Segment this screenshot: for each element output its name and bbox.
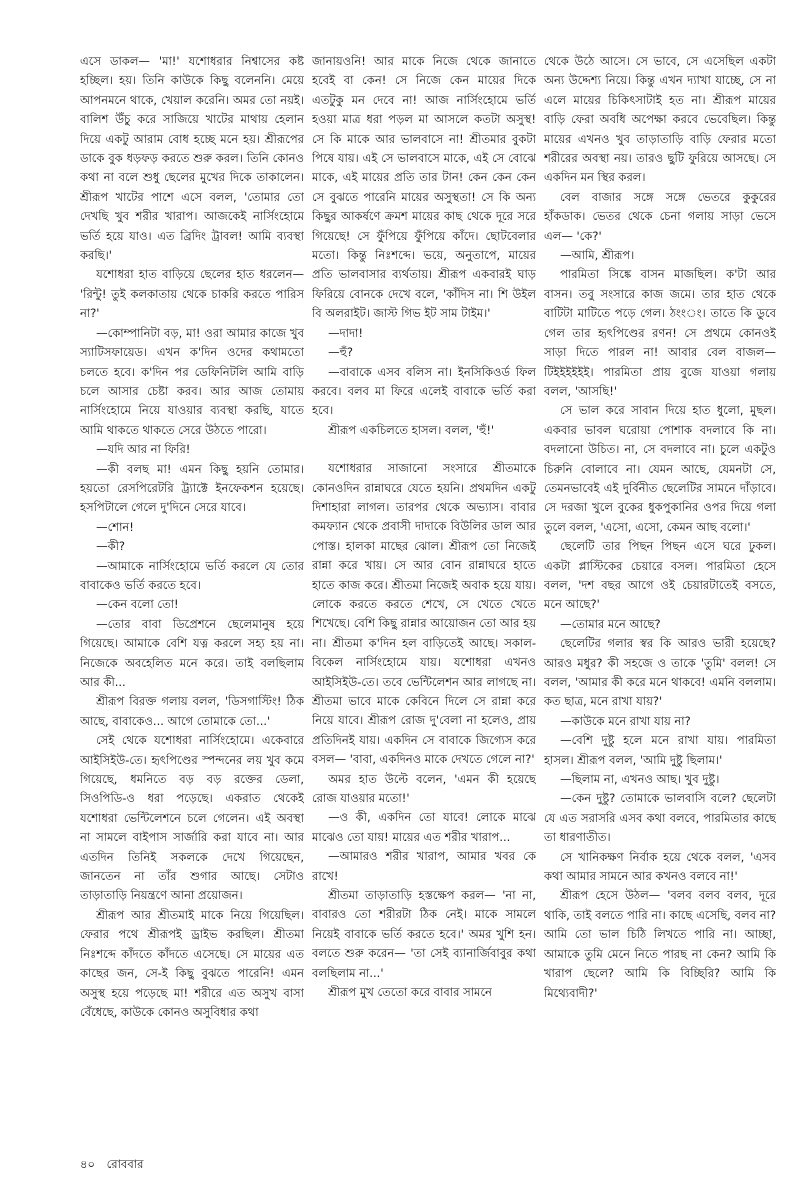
- paragraph: —আমারও শরীর খারাপ, আমার খবর কে রাখে!: [312, 849, 536, 883]
- paragraph: এসে ডাকল— 'মা!' যশোধরার নিশ্বাসের কষ্ট হচ্ছিল। হয়। তিনি কাউকে কিছু বলেননি। মেয়ে আপনমনে থাকে, খেয়াল করেনি। অমর তো নয়ই। বালিশ উঁচু করে সাজিয়ে খাটের মাথায় হেলান দিয়ে একটু আরাম বোধ হচ্ছে মনে হয়। শ্রীরূপের ডাকে বুক ধড়ফড় করতে শুরু করল। তিনি কোনও কথা না বলে শুধু ছেলের মুখের দিকে তাকালেন। শ্রীরূপ খাটের পাশে এসে বলল, 'তোমার তো দেখছি খুব শরীর খারাপ। আজকেই নার্সিংহোমে ভর্তি হয়ে যাও। এত ব্রিদিং ট্রাবল! আমি ব্যবস্থা করছি।': [80, 54, 304, 263]
- page-footer: [80, 1156, 143, 1175]
- paragraph: ছেলেটির গলার স্বর কি আরও ভারী হয়েছে? আরও মধুর? কী সহজে ও তাকে 'তুমি' বলল! সে বলল, 'আমার কী করে মনে থাকবে! এমনি বললাম। কত ছাত্র, মনে রাখা যায়?': [544, 636, 776, 709]
- paragraph: —কেন দুষ্টু? তোমাকে ভালবাসি বলে? ছেলেটা যে এত সরাসরি এসব কথা বলবে, পারমিতার কাছে তা ধারণাতীত।: [544, 791, 776, 845]
- paragraph: পারমিতা সিঙ্কে বাসন মাজছিল। ক'টা আর বাসন। তবু সংসারে কাজ জমে। তার হাত থেকে বাটিটা মাটিতে পড়ে গেল। ঠংংং। তাতে কি ডুবে গেল তার হৃৎপিণ্ডের রণন! সে প্রথমে কোনওই সাড়া দিতে পারল না! আবার বেল বাজল— টিইইইইইই। পারমিতা প্রায় বুজে যাওয়া গলায় বলল, 'আসছি!': [544, 267, 776, 398]
- paragraph: —কী বলছ মা! এমন কিছু হয়নি তোমার। হয়তো রেসপিরেটরি ট্র্যাক্টে ইনফেকশন হয়েছে। হসপিটালে গেলে দু'দিনে সেরে যাবে।: [80, 461, 304, 515]
- paragraph: —দাদা!: [328, 325, 363, 340]
- text-column-1: [80, 52, 304, 1147]
- paragraph: বেল বাজার সঙ্গে সঙ্গে ভেতরে কুকুরের হাঁকডাক। ভেতর থেকে চেনা গলায় সাড়া ভেসে এল— 'কে?': [544, 189, 776, 243]
- paragraph: শ্রীরূপ আর শ্রীতমাই মাকে নিয়ে গিয়েছিল। ফেরার পথে শ্রীরূপই ড্রাইভ করছিল। শ্রীতমা নিঃশব্দে কাঁদতে কাঁদতে এসেছে। সে মায়ের এত কাছের জন, সে-ই কিছু বুঝতে পারেনি! এমন অসুস্থ হয়ে পড়েছে মা! শরীরে এত অসুখ বাসা বেঁধেছে, কাউকে কোনও অসুবিধার কথা: [80, 907, 304, 1019]
- paragraph: অমর হাত উল্টে বলেন, 'এমন কী হয়েছে রোজ যাওয়ার মতো!': [312, 771, 536, 806]
- paragraph: —শোন!: [96, 519, 134, 534]
- paragraph: —কোম্পানিটা বড়, মা! ওরা আমার কাজে খুব স্যাটিসফায়েড। এখন ক'দিন ওদের কথামতো চলতে হবে। ক'দিন পর ডেফিনিটলি আমি বাড়ি চলে আসার চেষ্টা করব। আর আজ তোমায় নার্সিংহোমে নিয়ে যাওয়ার ব্যবস্থা করছি, যাতে আমি থাকতে থাকতে সেরে উঠতে পারো।: [80, 325, 304, 437]
- paragraph: —বাবাকে এসব বলিস না। ইনসিকিওর্ড ফিল করবে। বলব মা ফিরে এলেই বাবাকে ভর্তি করা হবে।: [312, 364, 536, 418]
- paragraph: সেই থেকে যশোধরা নার্সিংহোমে। একেবারে আইসিইউ-তে। হৃৎপিণ্ডের স্পন্দনের লয় খুব কমে গিয়েছে, ধমনিতে বড় বড় রক্তের ডেলা, সিওপিডি-ও ধরা পড়েছে। একরাত থেকেই যশোধরা ভেন্টিলেশনে চলে গেলেন। এই অবস্থা না সামলে বাইপাস সার্জারি করা যাবে না। আর এতদিন তিনিই সকলকে দেখে গিয়েছেন, জানতেন না তাঁর শুগার আছে। সেটাও তাড়াতাড়ি নিয়ন্ত্রণে আনা প্রয়োজন।: [80, 733, 304, 903]
- paragraph: —যদি আর না ফিরি!: [96, 442, 191, 457]
- text-column-2: [312, 52, 536, 1147]
- paragraph: —তোর বাবা ডিপ্রেশনে ছেলেমানুষ হয়ে গিয়েছে। আমাকে বেশি যত্ন করলে সহ্য হয় না। নিজেকে অবহেলিত মনে করে। তাই বলছিলাম আর কী...: [80, 616, 304, 689]
- paragraph: —আমাকে নার্সিংহোমে ভর্তি করলে যে তোর বাবাকেও ভর্তি করতে হবে।: [80, 558, 304, 592]
- page-number: ৪০: [80, 1157, 95, 1171]
- paragraph: সে খানিকক্ষণ নির্বাক হয়ে থেকে বলল, 'এসব কথা আমার সামনে আর কখনও বলবে না!': [544, 849, 776, 884]
- paragraph: সে ভাল করে সাবান দিয়ে হাত ধুলো, মুছল। একবার ভাবল ঘরোয়া পোশাক বদলাবে কি না। বদলানো উচিত। না, সে বদলাবে না। চুলে একটুও চিরুনি বোলাবে না। যেমন আছে, যেমনটা সে, তেমনভাবেই এই দুর্বিনীত ছেলেটির সামনে দাঁড়াবে। সে দরজা খুলে বুকের ধুকপুকানির ওপর দিয়ে গলা তুলে বলল, 'এসো, এসো, কেমন আছ বলো।': [544, 403, 776, 534]
- paragraph: যশোধরার সাজানো সংসারে শ্রীতমাকে কোনওদিন রান্নাঘরে যেতে হয়নি। প্রথমদিন একটু দিশাহারা লাগল। তারপর থেকে অভ্যাস। বাবার কমফ্যান থেকে প্রবাসী দাদাকে বিউলির ডাল আর পোস্ত। হালকা মাছের ঝোল। শ্রীরূপ তো নিজেই রান্না করে খায়। সে আর বোন রান্নাঘরে হাতে হাতে কাজ করে। শ্রীতমা নিজেই অবাক হয়ে যায়। লোকে করতে করতে শেখে, সে খেতে খেতে শিখেছে। বেশি কিছু রান্নার আয়োজন তো আর হয় না। শ্রীতমা ক'দিন হল বাড়িতেই আছে। সকাল-বিকেল নার্সিংহোমে যায়। যশোধরা এখনও আইসিইউ-তে। তবে ভেন্টিলেশন আর লাগছে না। শ্রীতমা ভাবে মাকে কেবিনে দিলে সে রান্না করে নিয়ে যাবে। শ্রীরূপ রোজ দু'বেলা না হলেও, প্রায় প্রতিদিনই যায়। একদিন সে বাবাকে জিগ্যেস করে বসল— 'বাবা, একদিনও মাকে দেখতে গেলে না?': [312, 461, 536, 767]
- paragraph: থেকে উঠে আসে। সে ভাবে, সে এসেছিল একটা অন্য উদ্দেশ্য নিয়ে। কিন্তু এখন দ্যাখা যাচ্ছে, সে না এলে মায়ের চিকিৎসাটাই হত না। শ্রীরূপ মায়ের বাড়ি ফেরা অবধি অপেক্ষা করবে ভেবেছিল। কিন্তু মায়ের এখনও খুব তাড়াতাড়ি বাড়ি ফেরার মতো শরীরের অবস্থা নয়। তারও ছুটি ফুরিয়ে আসছে। সে একদিন মন স্থির করল।: [544, 54, 776, 185]
- paragraph: শ্রীতমা তাড়াতাড়ি হস্তক্ষেপ করল— 'না না, বাবারও তো শরীরটা ঠিক নেই। মাকে সামলে নিয়েই বাবাকে ভর্তি করতে হবে।' অমর খুশি হন। বলতে শুরু করেন— 'তা সেই ব্যানার্জিবাবুর কথা বলছিলাম না...': [312, 888, 536, 980]
- magazine-name: রোববার: [106, 1157, 144, 1171]
- paragraph: —কাউকে মনে রাখা যায় না?: [560, 713, 691, 728]
- paragraph: —বেশি দুষ্টু হলে মনে রাখা যায়। পারমিতা হাসল। শ্রীরূপ বলল, 'আমি দুষ্টু ছিলাম।': [544, 733, 776, 767]
- paragraph: জানায়ওনি! আর মাকে নিজে থেকে জানাতে হবেই বা কেন! সে নিজে কেন মায়ের দিকে এতটুকু মন দেবে না! আজ নার্সিংহোমে ভর্তি হওয়া মাত্র ধরা পড়ল মা আসলে কতটা অসুস্থ! সে কি মাকে আর ভালবাসে না! শ্রীতমার বুকটা পিষে যায়। এই সে ভালবাসে মাকে, এই সে বোঝে মাকে, এই মায়ের প্রতি তার টান! কেন কেন কেন সে বুঝতে পারেনি মায়ের অসুস্থতা! সে কি অন্য কিছুর আকর্ষণে ক্রমশ মায়ের কাছ থেকে দূরে সরে গিয়েছে! সে ফুঁপিয়ে ফুঁপিয়ে কাঁদে। ছোটবেলার মতো। কিন্তু নিঃশব্দে। ভয়ে, অনুতাপে, মায়ের প্রতি ভালবাসার ব্যর্থতায়। শ্রীরূপ একবারই ঘাড় ফিরিয়ে বোনকে দেখে বলে, 'কাঁদিস না। শি উইল বি অলরাইট। জাস্ট গিভ ইট সাম টাইম।': [312, 54, 536, 321]
- paragraph: —কেন বলো তো!: [96, 597, 179, 612]
- paragraph: —আমি, শ্রীরূপ।: [560, 248, 635, 263]
- paragraph: —হুঁ?: [328, 345, 354, 360]
- paragraph: যশোধরা হাত বাড়িয়ে ছেলের হাত ধরলেন— 'রিন্টু! তুই কলকাতায় থেকে চাকরি করতে পারিস না?': [80, 267, 304, 321]
- text-column-3: [544, 52, 776, 1147]
- paragraph: শ্রীরূপ মুখ তেতো করে বাবার সামনে: [328, 985, 492, 1000]
- paragraph: ছেলেটি তার পিছন পিছন এসে ঘরে ঢুকল। একটা প্লাস্টিকের চেয়ারে বসল। পারমিতা হেসে বলল, 'দশ বছর আগে ওই চেয়ারটাতেই বসতে, মনে আছে?': [544, 539, 776, 612]
- paragraph: —ছিলাম না, এখনও আছ। খুব দুষ্টু।: [560, 772, 720, 787]
- paragraph: শ্রীরূপ হেসে উঠল— 'বলব বলব বলব, দূরে থাকি, তাই বলতে পারি না। কাছে এসেছি, বলব না? আমি তো ভাল চিঠি লিখতে পারি না। আচ্ছা, আমাকে তুমি মেনে নিতে পারছ না কেন? আমি কি খারাপ ছেলে? আমি কি বিচ্ছিরি? আমি কি মিথ্যেবাদী?': [544, 888, 776, 1000]
- paragraph: —ও কী, একদিন তো যাবে! লোকে মাঝে মাঝেও তো যায়! মায়ের এত শরীর খারাপ...: [312, 810, 536, 844]
- paragraph: —কী?: [96, 539, 126, 554]
- paragraph: শ্রীরূপ একচিলতে হাসল। বলল, 'হুঁ!': [328, 422, 495, 437]
- paragraph: শ্রীরূপ বিরক্ত গলায় বলল, 'ডিসগাস্টিং! ঠিক আছে, বাবাকেও... আগে তোমাকে তো...': [80, 694, 304, 728]
- paragraph: —তোমার মনে আছে?: [560, 616, 661, 631]
